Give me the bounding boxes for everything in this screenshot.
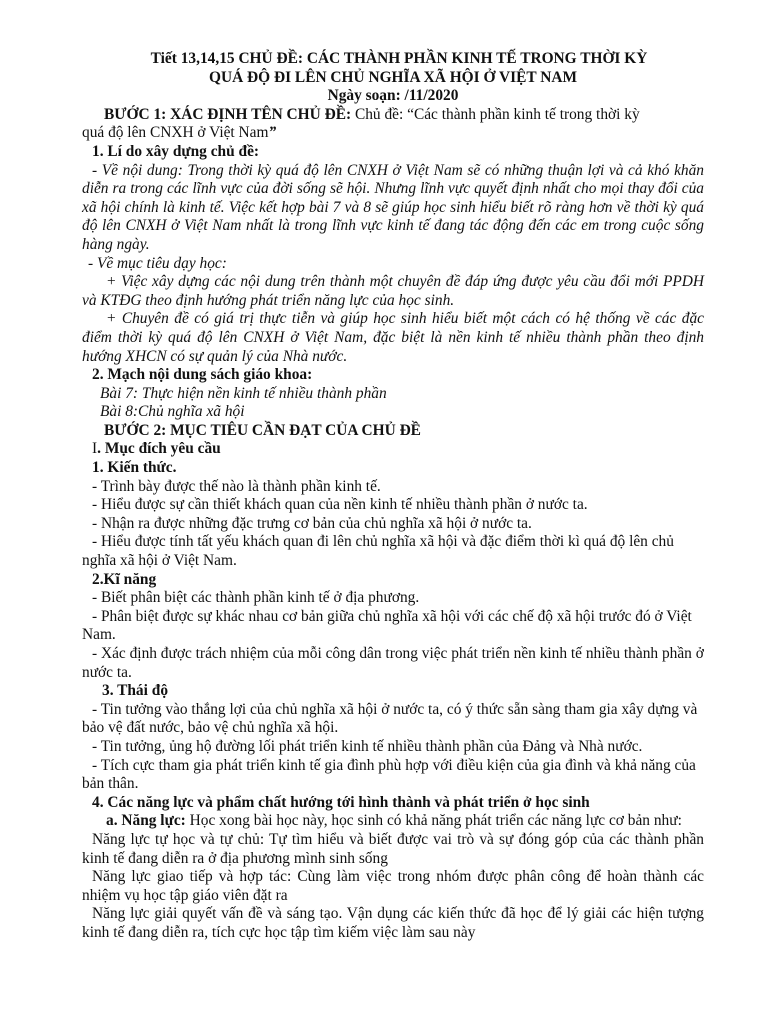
purpose-heading-text: . Mục đích yêu cầu bbox=[97, 440, 221, 458]
attitude-heading: 3. Thái độ bbox=[102, 682, 169, 700]
step-2-heading: BƯỚC 2: MỤC TIÊU CẦN ĐẠT CỦA CHỦ ĐỀ bbox=[104, 421, 421, 439]
competence-intro bbox=[82, 812, 704, 831]
reason-content: - Về nội dung: Trong thời kỳ quá độ lên CNXH ở Việt Nam sẽ có những thuận lợi và cả khó khăn diễn ra trong các lĩnh vực của đời sống sẽ hội. Nhưng lĩnh vực quyết định nhất cho mọi thay đổi của xã hội chính là kinh tế. Việc kết hợp bài 7 và 8 sẽ giúp học sinh hiểu biết rõ ràng hơn về thời kỳ quá độ lên CNXH ở Việt Nam nhất là trong lĩnh vực kinh tế đang tác động đến các em trong cuộc sống hàng ngày. bbox=[82, 161, 704, 253]
attitude-item: - Tin tưởng vào thắng lợi của chủ nghĩa xã hội ở nước ta, có ý thức sẵn sàng tham gia xây dựng và bảo vệ đất nước, bảo vệ chủ nghĩa xã hội. bbox=[82, 700, 698, 737]
reason-goal-heading: - Về mục tiêu dạy học: bbox=[88, 254, 227, 272]
step-1-line-cont bbox=[82, 124, 704, 143]
textbook-lesson-8: Bài 8:Chủ nghĩa xã hội bbox=[100, 403, 245, 421]
textbook-heading: 2. Mạch nội dung sách giáo khoa: bbox=[92, 366, 313, 384]
competence-heading: 4. Các năng lực và phẩm chất hướng tới hình thành và phát triển ở học sinh bbox=[92, 793, 590, 811]
preparation-date: Ngày soạn: /11/2020 bbox=[327, 87, 459, 105]
step-1-line bbox=[82, 106, 704, 125]
textbook-lesson-7: Bài 7: Thực hiện nền kinh tế nhiều thành phần bbox=[100, 384, 387, 402]
title-line-2: QUÁ ĐỘ ĐI LÊN CHỦ NGHĨA XÃ HỘI Ở VIỆT NAM bbox=[209, 68, 577, 86]
title-line-1: Tiết 13,14,15 CHỦ ĐỀ: CÁC THÀNH PHẦN KINH TẾ TRONG THỜI KỲ bbox=[150, 50, 648, 67]
step-1-text-cont: quá độ lên CNXH ở Việt Nam bbox=[82, 124, 269, 142]
reason-heading: 1. Lí do xây dựng chủ đề: bbox=[92, 142, 260, 160]
reason-goal-2: + Chuyên đề có giá trị thực tiễn và giúp học sinh hiểu biết một cách có hệ thống về các đặc điểm thời kỳ quá độ lên CNXH ở Việt Nam, đặc biệt là nền kinh tế nhiều thành phần theo định hướng XHCN có sự quản lý của Nhà nước. bbox=[82, 310, 704, 365]
step-1-text: Chủ đề: “Các thành phần kinh tế trong thời kỳ bbox=[351, 105, 640, 123]
knowledge-item: - Hiểu được sự cần thiết khách quan của nền kinh tế nhiều thành phần ở nước ta. bbox=[92, 496, 588, 514]
competence-item: Năng lực tự học và tự chủ: Tự tìm hiểu và biết được vai trò và sự đóng góp của các thành phần kinh tế đang diễn ra ở địa phương mình sinh sống bbox=[82, 830, 704, 867]
purpose-roman: I bbox=[92, 440, 98, 458]
knowledge-item: - Trình bày được thế nào là thành phần kinh tế. bbox=[92, 477, 381, 495]
attitude-item: - Tin tưởng, ủng hộ đường lối phát triển kinh tế nhiều thành phần của Đảng và Nhà nước. bbox=[92, 737, 643, 755]
skill-item: - Xác định được trách nhiệm của mỗi công dân trong việc phát triển nền kinh tế nhiều thành phần ở nước ta. bbox=[82, 645, 704, 681]
knowledge-item: - Hiểu được tính tất yếu khách quan đi lên chủ nghĩa xã hội và đặc điểm thời kì quá độ lên chủ nghĩa xã hội ở Việt Nam. bbox=[82, 533, 674, 570]
attitude-item: - Tích cực tham gia phát triển kinh tế gia đình phù hợp với điều kiện của gia đình và khả năng của bản thân. bbox=[82, 756, 696, 793]
skill-item: - Phân biệt được sự khác nhau cơ bản giữa chủ nghĩa xã hội với các chế độ xã hội trước đó ở Việt Nam. bbox=[82, 607, 692, 644]
competence-a-text: Học xong bài học này, học sinh có khả năng phát triển các năng lực cơ bản như: bbox=[185, 812, 682, 830]
competence-a-label: a. Năng lực: bbox=[106, 812, 186, 830]
step-1-quote-close: ” bbox=[268, 124, 277, 142]
purpose-heading bbox=[82, 440, 704, 459]
knowledge-item: - Nhận ra được những đặc trưng cơ bản của chủ nghĩa xã hội ở nước ta. bbox=[92, 514, 532, 532]
skill-heading: 2.Kĩ năng bbox=[92, 570, 157, 588]
reason-goal-1: + Việc xây dựng các nội dung trên thành một chuyên đề đáp ứng được yêu cầu đổi mới PPDH và KTĐG theo định hướng phát triển năng lực của học sinh. bbox=[82, 273, 704, 309]
knowledge-heading: 1. Kiến thức. bbox=[92, 459, 177, 477]
skill-item: - Biết phân biệt các thành phần kinh tế ở địa phương. bbox=[92, 589, 420, 607]
competence-item: Năng lực giao tiếp và hợp tác: Cùng làm việc trong nhóm được phân công để hoàn thành các nhiệm vụ học tập giáo viên đặt ra bbox=[82, 868, 704, 904]
competence-item: Năng lực giải quyết vấn đề và sáng tạo. Vận dụng các kiến thức đã học để lý giải các hiện tượng kinh tế đang diễn ra, tích cực học tập tìm kiếm việc làm sau này bbox=[82, 905, 704, 941]
step-1-label: BƯỚC 1: XÁC ĐỊNH TÊN CHỦ ĐỀ: bbox=[104, 105, 352, 123]
